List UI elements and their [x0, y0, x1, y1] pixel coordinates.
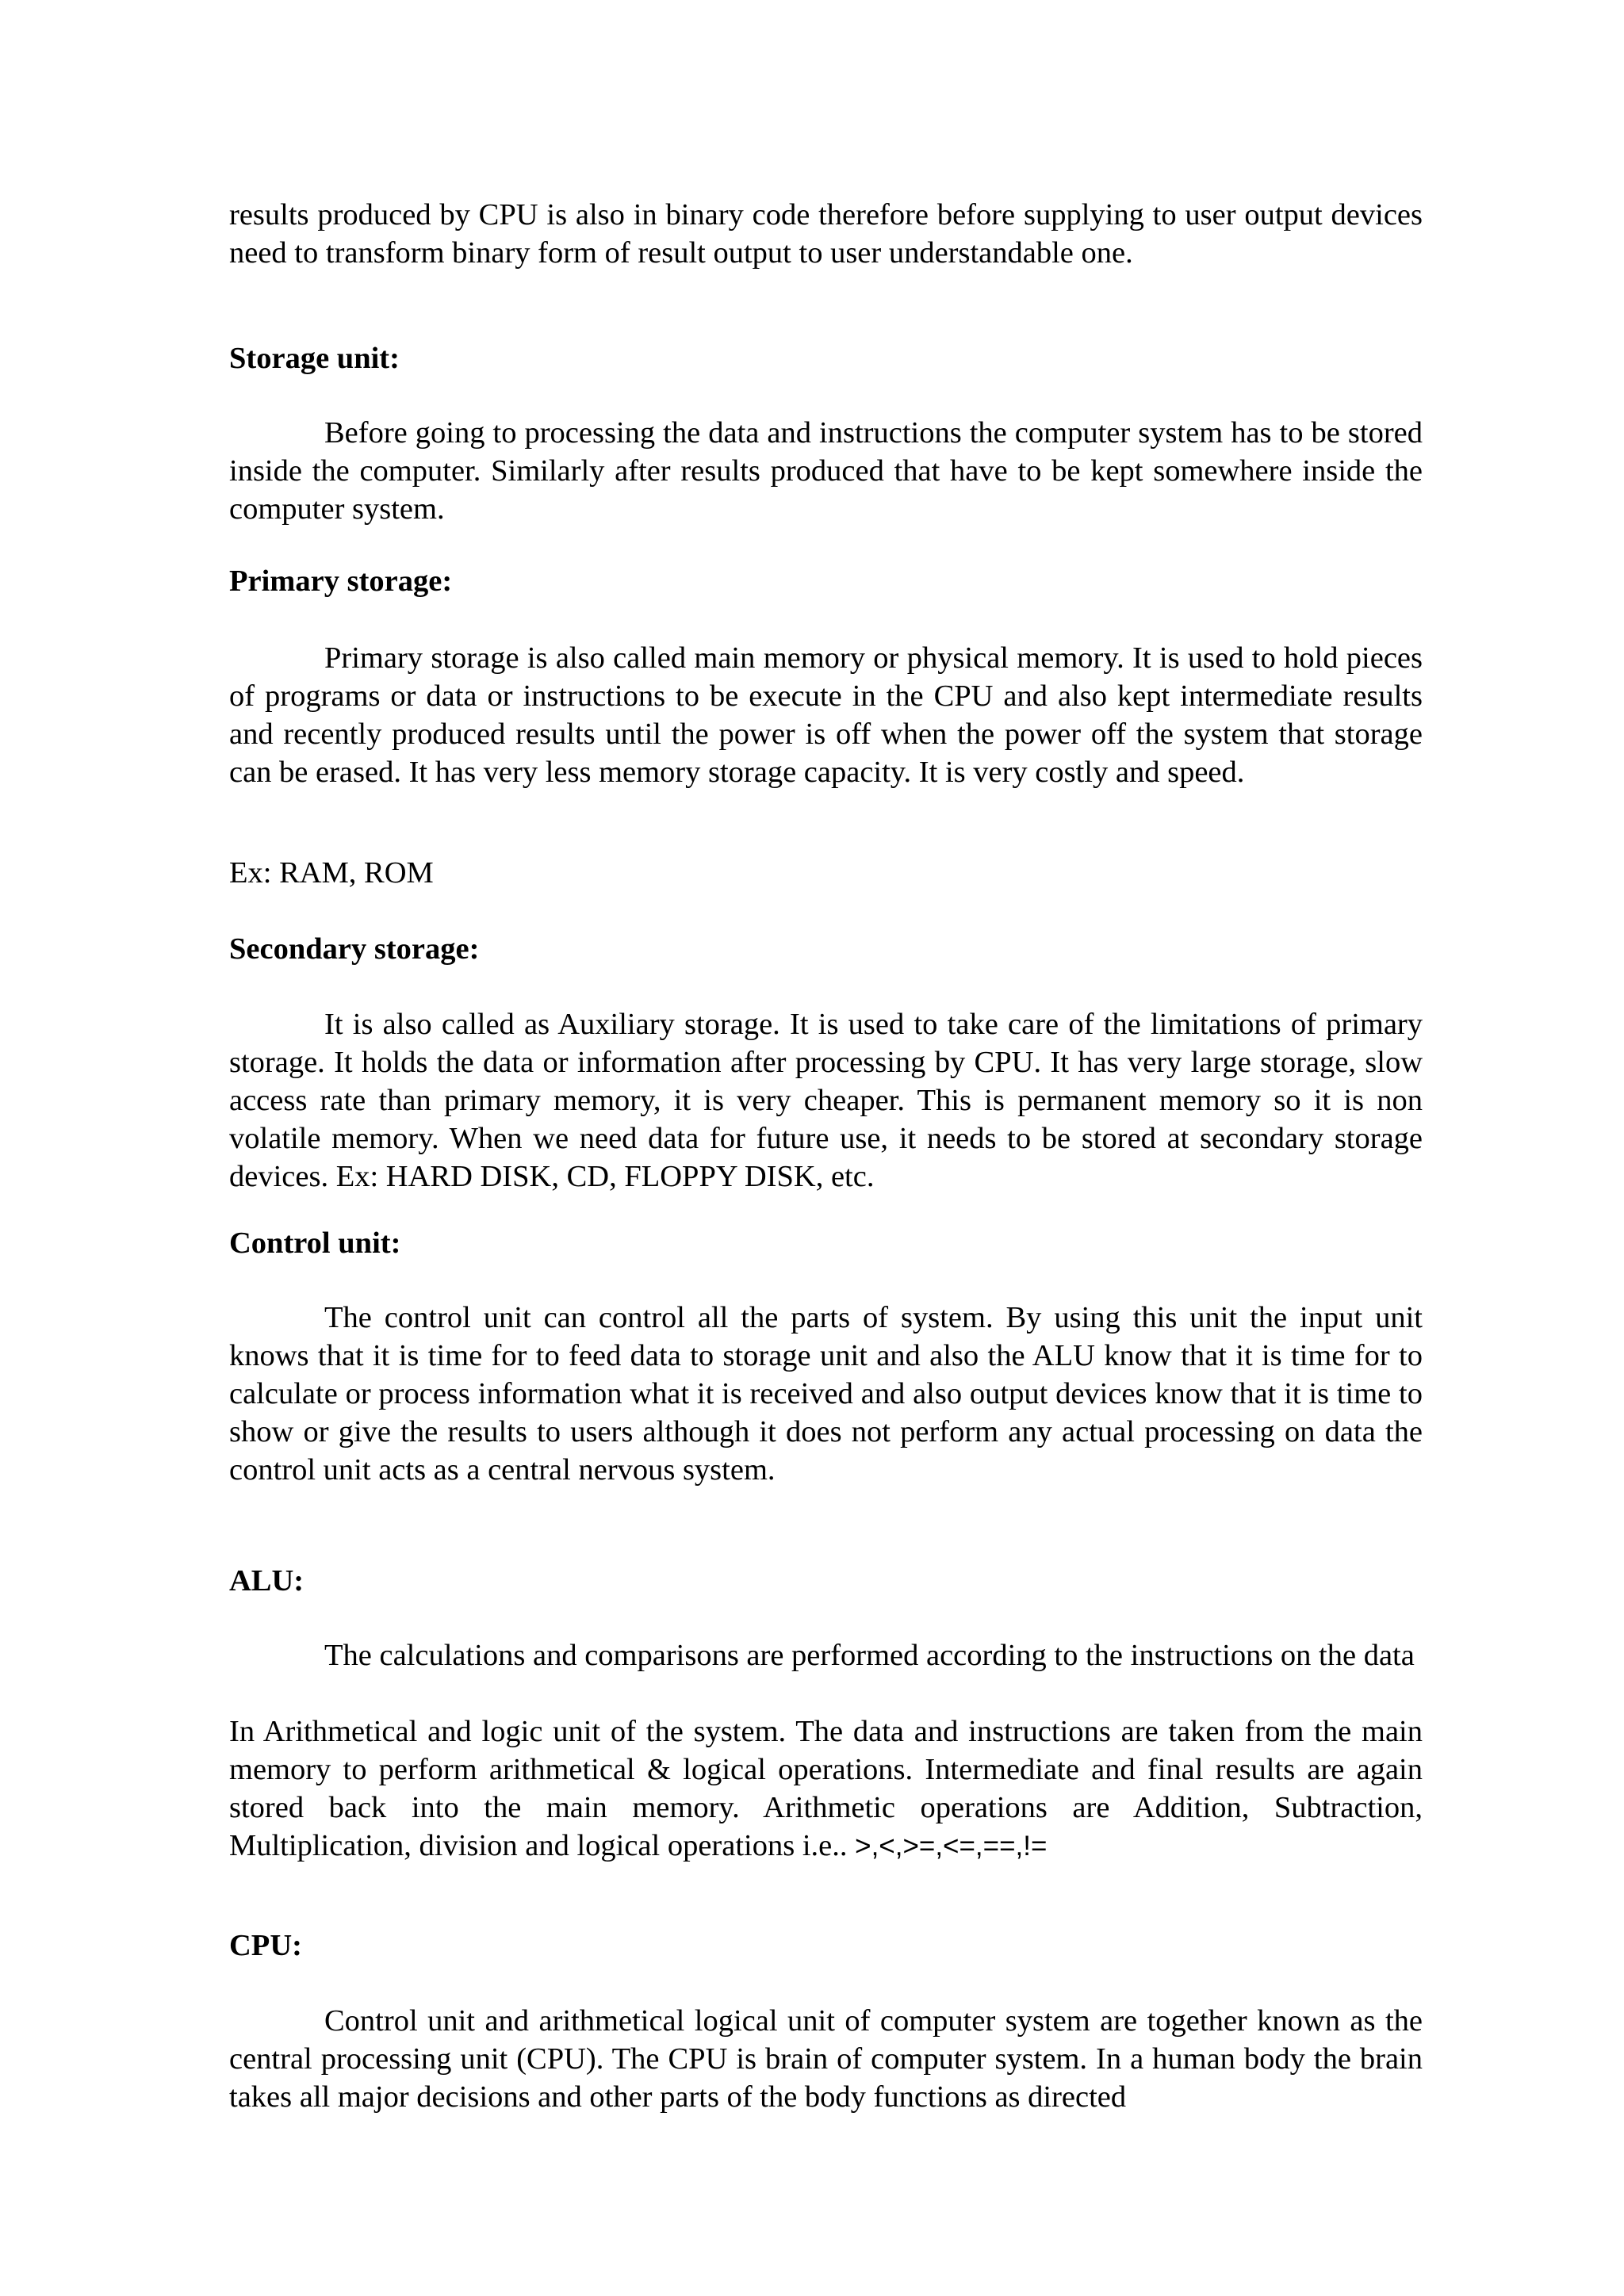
primary-storage-example: Ex: RAM, ROM: [229, 856, 434, 890]
cpu-heading: CPU:: [229, 1929, 302, 1962]
primary-storage-heading: Primary storage:: [229, 564, 453, 598]
storage-unit-paragraph: Before going to processing the data and instructions the computer system has to be stored inside the computer. Similarly after results produced that have to be kept somewhere inside the computer system.: [229, 416, 1423, 526]
alu-heading: ALU:: [229, 1564, 304, 1598]
cpu-paragraph: Control unit and arithmetical logical unit of computer system are together known as the central processing unit (CPU). The CPU is brain of computer system. In a human body the brain takes all major decisions and other parts of the body functions as directed: [229, 2004, 1423, 2114]
secondary-storage-heading: Secondary storage:: [229, 932, 480, 966]
storage-unit-heading: Storage unit:: [229, 342, 400, 375]
secondary-storage-paragraph: It is also called as Auxiliary storage. It is used to take care of the limitations of primary storage. It holds the data or information after processing by CPU. It has very large storage, slow access rate than primary memory, it is very cheaper. This is permanent memory so it is non volatile memory. When we need data for future use, it needs to be stored at secondary storage devices. Ex: HARD DISK, CD, FLOPPY DISK, etc.: [229, 1008, 1423, 1193]
alu-indented-paragraph: The calculations and comparisons are performed according to the instructions on the data: [324, 1639, 1415, 1672]
document-page: [229, 0, 1423, 2296]
primary-storage-paragraph: Primary storage is also called main memory or physical memory. It is used to hold pieces of programs or data or instructions to be execute in the CPU and also kept intermediate results and recently produced results until the power is off when the power off the system that storage can be erased. It has very less memory storage capacity. It is very costly and speed.: [229, 641, 1423, 789]
control-unit-paragraph: The control unit can control all the parts of system. By using this unit the input unit knows that it is time for to feed data to storage unit and also the ALU know that it is time for to calculate or process information what it is received and also output devices know that it is time to show or give the results to users although it does not perform any actual processing on data the control unit acts as a central nervous system.: [229, 1301, 1423, 1487]
intro-paragraph: results produced by CPU is also in binary code therefore before supplying to user output devices need to transform binary form of result output to user understandable one.: [229, 198, 1423, 270]
alu-paragraph: [229, 1712, 1423, 1866]
control-unit-heading: Control unit:: [229, 1226, 401, 1260]
logical-operators: >,<,>=,<=,==,!=: [855, 1831, 1048, 1862]
alu-paragraph-text: In Arithmetical and logic unit of the system. The data and instructions are taken from the main memory to perform arithmetical & logical operations. Intermediate and final results are again stored back into the main memory. Arithmetic operations are Addition, Subtraction, Multiplication, division and logical operations i.e..: [229, 1715, 1423, 1862]
